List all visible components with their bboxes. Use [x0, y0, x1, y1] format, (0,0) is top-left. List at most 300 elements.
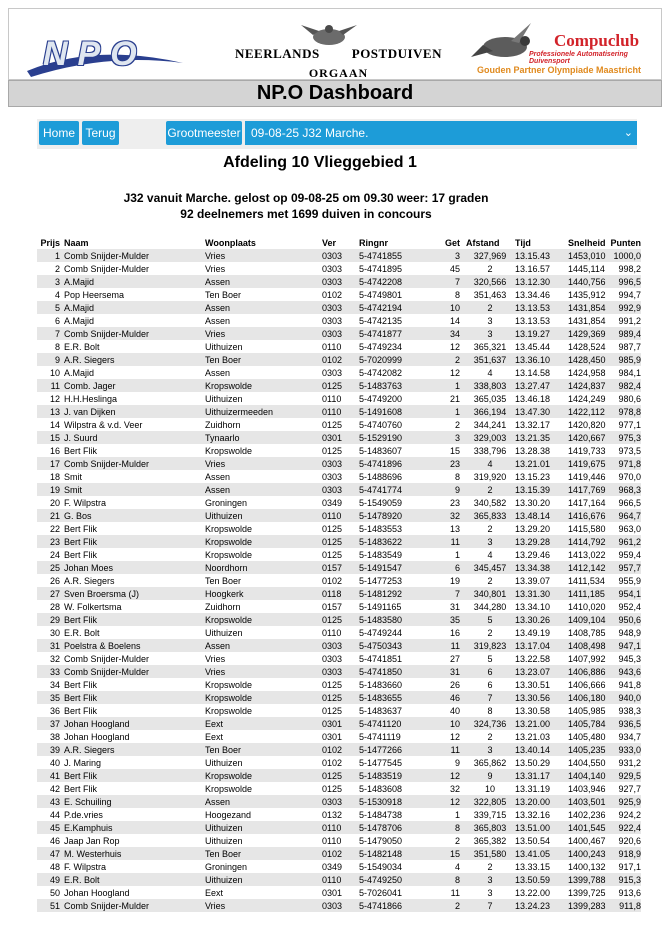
table-cell: 0303 — [322, 471, 343, 482]
table-row[interactable] — [37, 756, 641, 769]
table-row[interactable] — [37, 405, 641, 418]
table-cell: 5-4741896 — [359, 458, 403, 469]
table-row[interactable] — [37, 574, 641, 587]
table-row[interactable] — [37, 379, 641, 392]
table-cell: Uithuizen — [205, 874, 243, 885]
table-cell: 324,736 — [473, 718, 507, 729]
table-cell: 913,6 — [618, 887, 641, 898]
table-cell: 971,8 — [618, 458, 641, 469]
table-cell: 1400,467 — [568, 835, 606, 846]
table-cell: Uithuizermeeden — [205, 406, 274, 417]
table-cell: Assen — [205, 796, 231, 807]
table-cell: 963,0 — [618, 523, 641, 534]
table-cell: 0125 — [322, 523, 343, 534]
nav-bar — [37, 119, 637, 149]
table-cell: 13.50.29 — [515, 757, 551, 768]
table-cell: Bert Flik — [64, 536, 98, 547]
table-cell: 13.40.14 — [515, 744, 551, 755]
table-cell: 13.15.23 — [515, 471, 551, 482]
table-cell: 5-7026041 — [359, 887, 403, 898]
table-cell: 45 — [49, 822, 60, 833]
table-cell: 982,4 — [618, 380, 641, 391]
table-cell: W. Folkertsma — [64, 601, 122, 612]
table-row[interactable] — [37, 886, 641, 899]
table-cell: 1428,450 — [568, 354, 606, 365]
table-row[interactable] — [37, 535, 641, 548]
table-row[interactable] — [37, 275, 641, 288]
table-cell: 5-1488696 — [359, 471, 403, 482]
table-row[interactable] — [37, 470, 641, 483]
table-cell: 0125 — [322, 445, 343, 456]
table-cell: 0132 — [322, 809, 343, 820]
table-cell: 0110 — [322, 510, 342, 521]
table-cell: 338,803 — [473, 380, 507, 391]
chevron-down-icon: ⌄ — [623, 127, 633, 139]
table-cell: Assen — [205, 640, 231, 651]
grootmeester-button[interactable]: Grootmeester — [166, 121, 242, 145]
table-cell: 8 — [454, 471, 460, 482]
table-cell: 2 — [54, 263, 60, 274]
table-cell: 5-4741895 — [359, 263, 403, 274]
table-cell: 1 — [454, 380, 460, 391]
table-cell: 13.36.10 — [515, 354, 551, 365]
table-cell: Jaap Jan Rop — [64, 835, 120, 846]
table-cell: Sven Broersma (J) — [64, 588, 140, 599]
table-cell: 35 — [49, 692, 60, 703]
table-cell: 5-1529190 — [359, 432, 403, 443]
table-cell: 40 — [49, 757, 60, 768]
table-cell: 5-4741851 — [359, 653, 403, 664]
table-row[interactable] — [37, 431, 641, 444]
table-row[interactable] — [37, 730, 641, 743]
table-cell: 987,7 — [618, 341, 641, 352]
table-cell: 934,7 — [618, 731, 641, 742]
table-row[interactable] — [37, 691, 641, 704]
table-cell: Ten Boer — [205, 575, 242, 586]
table-row[interactable] — [37, 483, 641, 496]
table-cell: 936,5 — [618, 718, 641, 729]
table-cell: Comb Snijder-Mulder — [64, 653, 150, 664]
table-cell: 984,1 — [618, 367, 641, 378]
table-cell: 0303 — [322, 796, 343, 807]
table-cell: A.Majid — [64, 367, 95, 378]
table-cell: 5-4741850 — [359, 666, 403, 677]
table-cell: 4 — [487, 367, 493, 378]
table-cell: 5-1482148 — [359, 848, 403, 859]
table-cell: 1412,142 — [568, 562, 606, 573]
table-row[interactable] — [37, 587, 641, 600]
table-cell: 27 — [49, 588, 60, 599]
table-cell: 13.45.44 — [515, 341, 551, 352]
table-cell: Bert Flik — [64, 770, 98, 781]
table-cell: 5-4742208 — [359, 276, 403, 287]
table-cell: 3 — [487, 536, 493, 547]
table-cell: 13.41.05 — [515, 848, 551, 859]
table-cell: Bert Flik — [64, 523, 98, 534]
table-row[interactable] — [37, 847, 641, 860]
table-row[interactable] — [37, 665, 641, 678]
table-cell: 1406,886 — [568, 666, 606, 677]
table-cell: 45 — [449, 263, 460, 274]
table-cell: 1405,480 — [568, 731, 606, 742]
table-cell: 340,582 — [473, 497, 507, 508]
table-cell: Pop Heersema — [64, 289, 125, 300]
table-cell: 7 — [487, 900, 493, 911]
table-cell: 911,8 — [619, 900, 641, 911]
table-cell: 5-4741855 — [359, 250, 403, 261]
table-cell: 2 — [487, 627, 493, 638]
table-cell: Comb. Jager — [64, 380, 116, 391]
table-cell: 3 — [454, 250, 460, 261]
table-cell: 13.31.30 — [515, 588, 551, 599]
table-cell: 13.22.58 — [515, 653, 551, 664]
table-cell: Vries — [205, 666, 226, 677]
table-cell: 19 — [449, 575, 460, 586]
table-cell: 8 — [454, 289, 460, 300]
table-cell: 11 — [450, 744, 460, 755]
table-row[interactable] — [37, 639, 641, 652]
table-cell: 13.28.38 — [515, 445, 551, 456]
table-row[interactable] — [37, 704, 641, 717]
table-row[interactable] — [37, 743, 641, 756]
table-cell: 1429,369 — [568, 328, 606, 339]
table-cell: 2 — [487, 861, 493, 872]
table-cell: Vries — [205, 900, 226, 911]
table-cell: 351,463 — [473, 289, 507, 300]
table-cell: 13.34.38 — [515, 562, 551, 573]
table-cell: Assen — [205, 471, 231, 482]
table-row[interactable] — [37, 600, 641, 613]
table-cell: 2 — [487, 523, 493, 534]
table-row[interactable] — [37, 821, 641, 834]
table-cell: Assen — [205, 484, 231, 495]
table-row[interactable] — [37, 457, 641, 470]
table-cell: 1419,446 — [568, 471, 606, 482]
table-row[interactable] — [37, 314, 641, 327]
table-row[interactable] — [37, 301, 641, 314]
table-cell: 941,8 — [618, 679, 641, 690]
results-table — [37, 237, 641, 912]
table-cell: 13.13.53 — [515, 302, 551, 313]
table-cell: 1405,235 — [568, 744, 606, 755]
table-cell: 15 — [449, 445, 460, 456]
table-cell: 5 — [487, 614, 493, 625]
table-cell: 13 — [49, 406, 60, 417]
table-row[interactable] — [37, 652, 641, 665]
table-row[interactable] — [37, 769, 641, 782]
table-cell: 1405,784 — [568, 718, 606, 729]
table-row[interactable] — [37, 353, 641, 366]
table-cell: 12 — [449, 796, 460, 807]
table-cell: 4 — [454, 861, 460, 872]
table-cell: 5-1491608 — [359, 406, 403, 417]
table-row[interactable] — [37, 782, 641, 795]
table-cell: 6 — [54, 315, 60, 326]
table-cell: 6 — [487, 679, 493, 690]
table-cell: 0301 — [322, 718, 343, 729]
table-cell: 23 — [449, 458, 460, 469]
table-cell: Johan Hoogland — [64, 718, 130, 729]
table-cell: 13.22.00 — [515, 887, 551, 898]
table-cell: 13.32.16 — [515, 809, 551, 820]
table-cell: 13.39.07 — [515, 575, 551, 586]
section-title: Afdeling 10 Vlieggebied 1 — [223, 154, 417, 171]
table-cell: 1399,283 — [568, 900, 606, 911]
table-cell: 5-1530918 — [359, 796, 403, 807]
table-cell: 48 — [49, 861, 60, 872]
table-cell: Bert Flik — [64, 614, 98, 625]
table-cell: Uithuizen — [205, 341, 243, 352]
table-cell: 1424,837 — [568, 380, 606, 391]
table-row[interactable] — [37, 613, 641, 626]
table-cell: 5-4749200 — [359, 393, 403, 404]
table-cell: Uithuizen — [205, 510, 243, 521]
npo-logo[interactable]: NPO — [43, 35, 147, 73]
table-row[interactable] — [37, 808, 641, 821]
table-cell: 344,280 — [473, 601, 507, 612]
table-cell: G. Bos — [64, 510, 92, 521]
table-cell: 16 — [49, 445, 60, 456]
table-cell: 1408,498 — [568, 640, 606, 651]
table-cell: 957,7 — [618, 562, 641, 573]
table-cell: Assen — [205, 315, 231, 326]
table-row[interactable] — [37, 717, 641, 730]
table-cell: 365,833 — [473, 510, 507, 521]
table-row[interactable] — [37, 548, 641, 561]
table-cell: 5-4741120 — [359, 718, 402, 729]
table-cell: 13.23.07 — [515, 666, 551, 677]
table-cell: Comb Snijder-Mulder — [64, 263, 150, 274]
table-cell: 31 — [49, 640, 60, 651]
table-cell: 1420,820 — [568, 419, 606, 430]
home-button[interactable]: Home — [39, 121, 79, 145]
table-row[interactable] — [37, 366, 641, 379]
table-cell: 320,566 — [473, 276, 507, 287]
table-cell: 10 — [449, 718, 460, 729]
table-cell: 21 — [449, 393, 460, 404]
table-cell: 14 — [49, 419, 60, 430]
table-cell: A.Majid — [64, 315, 95, 326]
table-cell: 25 — [49, 562, 60, 573]
table-cell: 1 — [454, 549, 460, 560]
table-cell: 22 — [49, 523, 60, 534]
table-cell: Smit — [64, 471, 82, 482]
table-cell: 39 — [49, 744, 60, 755]
table-cell: 5-1549059 — [359, 497, 403, 508]
race-select[interactable] — [245, 121, 637, 145]
table-row[interactable] — [37, 509, 641, 522]
table-cell: 13.14.58 — [515, 367, 551, 378]
table-cell: 5-1483519 — [359, 770, 403, 781]
table-cell: J. van Dijken — [64, 406, 116, 417]
table-row[interactable] — [37, 418, 641, 431]
table-cell: E.R. Bolt — [64, 874, 100, 885]
table-row[interactable] — [37, 561, 641, 574]
table-cell: 918,9 — [618, 848, 641, 859]
table-row[interactable] — [37, 327, 641, 340]
table-cell: 1405,985 — [568, 705, 606, 716]
table-cell: 5-1477266 — [359, 744, 403, 755]
table-cell: 5-4749244 — [359, 627, 403, 638]
table-cell: 955,9 — [618, 575, 641, 586]
column-header: Ver — [322, 238, 337, 248]
table-cell: 3 — [487, 315, 493, 326]
column-header: Ringnr — [359, 238, 388, 248]
table-cell: Bert Flik — [64, 692, 98, 703]
table-cell: F. Wilpstra — [64, 861, 107, 872]
table-cell: Poelstra & Boelens — [64, 640, 141, 651]
table-cell: 41 — [49, 770, 60, 781]
table-cell: 12 — [449, 341, 460, 352]
table-cell: 1 — [454, 809, 460, 820]
column-header: Snelheid — [568, 238, 606, 248]
table-cell: E.R. Bolt — [64, 627, 100, 638]
table-cell: 10 — [49, 367, 60, 378]
back-button[interactable]: Terug — [82, 121, 119, 145]
table-cell: 0125 — [322, 679, 343, 690]
table-cell: Johan Hoogland — [64, 731, 130, 742]
table-cell: 27 — [449, 653, 460, 664]
table-row[interactable] — [37, 795, 641, 808]
table-cell: 959,4 — [618, 549, 641, 560]
table-cell: 7 — [454, 276, 460, 287]
table-cell: 0110 — [322, 835, 342, 846]
column-header: Woonplaats — [205, 238, 256, 248]
table-cell: 9 — [454, 484, 460, 495]
table-cell: 44 — [49, 809, 60, 820]
table-row[interactable] — [37, 392, 641, 405]
table-cell: Kropswolde — [205, 380, 253, 391]
table-cell: 14 — [449, 315, 460, 326]
table-cell: 12 — [49, 393, 60, 404]
table-cell: 0303 — [322, 302, 343, 313]
table-row[interactable] — [37, 496, 641, 509]
table-cell: Kropswolde — [205, 679, 253, 690]
table-cell: 3 — [487, 874, 493, 885]
table-cell: 5-4742082 — [359, 367, 403, 378]
table-cell: 5-1479050 — [359, 835, 403, 846]
table-cell: 13.50.54 — [515, 835, 551, 846]
compuclub-subtitle: Professionele Automatisering Duivensport — [529, 51, 628, 65]
table-cell: 13 — [449, 523, 460, 534]
table-cell: 32 — [449, 783, 460, 794]
table-cell: 1419,733 — [568, 445, 606, 456]
table-cell: 13.32.17 — [515, 419, 551, 430]
table-cell: 2 — [487, 484, 493, 495]
table-cell: 980,6 — [618, 393, 641, 404]
table-row[interactable] — [37, 444, 641, 457]
table-cell: E. Schuiling — [64, 796, 112, 807]
table-row[interactable] — [37, 626, 641, 639]
table-cell: 13.21.35 — [515, 432, 551, 443]
table-cell: 33 — [49, 666, 60, 677]
table-cell: Vries — [205, 328, 226, 339]
table-cell: Uithuizen — [205, 835, 243, 846]
table-cell: 13.34.10 — [515, 601, 551, 612]
table-cell: 11 — [450, 536, 460, 547]
table-cell: 13.16.57 — [515, 263, 551, 274]
table-cell: 1435,912 — [568, 289, 606, 300]
table-cell: 989,4 — [618, 328, 641, 339]
column-header: Tijd — [515, 238, 531, 248]
table-row[interactable] — [37, 873, 641, 886]
compuclub-title: Compuclub — [554, 31, 640, 50]
table-cell: 5-1483637 — [359, 705, 403, 716]
table-cell: 5-1483655 — [359, 692, 403, 703]
table-cell: 5-4749801 — [359, 289, 403, 300]
table-cell: Groningen — [205, 497, 248, 508]
table-row[interactable] — [37, 262, 641, 275]
table-cell: 5-1483553 — [359, 523, 403, 534]
table-cell: 1403,946 — [568, 783, 606, 794]
table-cell: Kropswolde — [205, 705, 253, 716]
table-row[interactable] — [37, 522, 641, 535]
table-cell: 1419,675 — [568, 458, 606, 469]
table-cell: 1000,0 — [613, 250, 641, 261]
table-cell: 36 — [49, 705, 60, 716]
table-cell: 47 — [49, 848, 60, 859]
table-cell: 13.51.00 — [515, 822, 551, 833]
table-cell: 5-1491165 — [359, 601, 402, 612]
table-cell: Eext — [205, 887, 224, 898]
table-cell: Ten Boer — [205, 289, 242, 300]
table-cell: 5-4741119 — [359, 731, 401, 742]
table-cell: 13.12.30 — [515, 276, 551, 287]
table-cell: 38 — [49, 731, 60, 742]
table-cell: 1424,249 — [568, 393, 606, 404]
table-cell: 0303 — [322, 666, 343, 677]
table-cell: 0110 — [322, 627, 342, 638]
table-cell: 0110 — [322, 874, 342, 885]
table-cell: 13.19.27 — [515, 328, 551, 339]
table-cell: Kropswolde — [205, 536, 253, 547]
table-row[interactable] — [37, 249, 641, 262]
table-row[interactable] — [37, 834, 641, 847]
table-cell: 5-1483549 — [359, 549, 403, 560]
table-cell: A.Majid — [64, 302, 95, 313]
table-cell: 978,8 — [618, 406, 641, 417]
table-cell: 2 — [454, 900, 460, 911]
table-cell: 1420,667 — [568, 432, 606, 443]
table-cell: 13.30.58 — [515, 705, 551, 716]
table-row[interactable] — [37, 899, 641, 912]
table-cell: 50 — [49, 887, 60, 898]
table-row[interactable] — [37, 340, 641, 353]
table-cell: A.Majid — [64, 276, 95, 287]
table-cell: Smit — [64, 484, 82, 495]
table-cell: 10 — [484, 783, 495, 794]
table-cell: 1411,534 — [568, 575, 605, 586]
table-row[interactable] — [37, 678, 641, 691]
table-cell: Uithuizen — [205, 757, 243, 768]
table-cell: 4 — [54, 289, 60, 300]
table-cell: 13.48.14 — [515, 510, 551, 521]
table-cell: 5-1483660 — [359, 679, 403, 690]
table-cell: 950,6 — [618, 614, 641, 625]
table-cell: 0125 — [322, 770, 343, 781]
table-cell: 340,801 — [473, 588, 507, 599]
table-cell: 0303 — [322, 315, 343, 326]
table-cell: 991,2 — [618, 315, 641, 326]
table-row[interactable] — [37, 860, 641, 873]
table-cell: 46 — [449, 692, 460, 703]
table-row[interactable] — [37, 288, 641, 301]
table-cell: 2 — [454, 354, 460, 365]
table-cell: 945,3 — [618, 653, 641, 664]
table-cell: 8 — [54, 341, 60, 352]
table-cell: 26 — [49, 575, 60, 586]
table-cell: Kropswolde — [205, 770, 253, 781]
